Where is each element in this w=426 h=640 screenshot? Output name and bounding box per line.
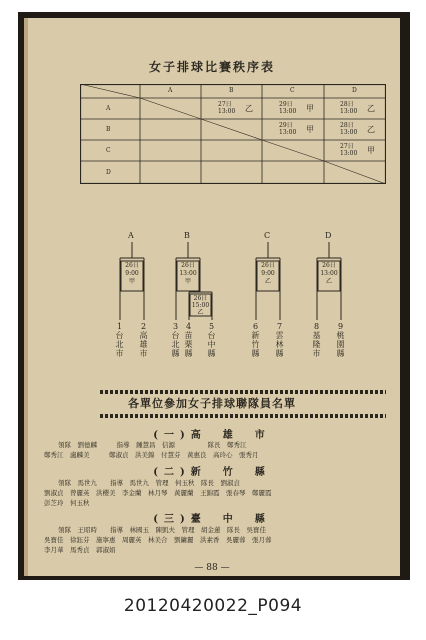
schedule-title: 女子排球比賽秩序表	[148, 60, 275, 74]
team-number: 9	[337, 322, 344, 331]
match-time: 9:00	[125, 270, 139, 277]
row-header: D	[106, 169, 111, 176]
bracket-match	[190, 295, 211, 316]
match-venue: 甲	[128, 278, 135, 285]
bracket-match	[122, 262, 142, 286]
team-name: 新竹縣	[251, 331, 260, 358]
game-venue: 乙	[245, 104, 253, 113]
team-label	[312, 322, 321, 358]
team-name: 台中縣	[207, 331, 216, 358]
document-page	[24, 18, 400, 576]
team-number: 8	[313, 322, 320, 331]
row-header: B	[106, 126, 111, 133]
col-header: A	[168, 87, 173, 94]
team-label	[275, 322, 284, 358]
roster-line: 李月華 馬秀貞 郭淑娟	[44, 546, 116, 554]
bracket-group-label: B	[184, 231, 190, 240]
bracket-group-label: C	[264, 231, 271, 240]
match-time: 13:00	[320, 270, 338, 277]
roster-line: 鄭秀江 盧麟美 鄭淑貞 洪美錦 付慧芬 黃惠良 高玲心 張秀月	[44, 451, 259, 459]
decorative-rule	[100, 390, 386, 394]
roster-line: 劉淑貞 曾麗英 洪櫻美 李金蘭 林月琴 黃麗蘭 王錦霞 張春琴 鄭麗霞	[44, 489, 272, 497]
team-label	[115, 322, 124, 358]
team-name: 基隆市	[312, 331, 321, 358]
team-label	[171, 322, 180, 358]
decorative-rule	[100, 414, 386, 418]
bracket-group-label: A	[128, 231, 134, 240]
game-time: 13:00	[279, 108, 297, 115]
match-date: 26日	[322, 262, 336, 269]
match-venue: 乙	[197, 309, 204, 316]
game-time: 13:00	[340, 150, 358, 157]
match-date: 26日	[193, 295, 208, 302]
team-label	[207, 322, 216, 358]
game-date: 27日	[340, 143, 354, 150]
team-label	[184, 322, 193, 358]
page-number: — 88 —	[194, 563, 230, 573]
game-date: 28日	[340, 122, 354, 129]
team-name: 台北縣	[171, 331, 180, 358]
team-label	[336, 322, 345, 358]
match-time: 9:00	[261, 270, 275, 277]
match-date: 26日	[181, 262, 195, 269]
team-label	[251, 322, 260, 358]
game-venue: 甲	[306, 125, 314, 134]
bracket-match	[319, 262, 339, 286]
team-number: 3	[172, 322, 179, 331]
region-heading: (一)高 雄 市	[153, 430, 271, 441]
team-number: 4	[185, 322, 192, 331]
game-time: 13:00	[279, 129, 297, 136]
game-venue: 甲	[306, 104, 314, 113]
team-number: 5	[208, 322, 215, 331]
match-date: 26日	[261, 262, 275, 269]
game-date: 27日	[218, 101, 232, 108]
match-time: 13:00	[179, 270, 197, 277]
row-header: C	[106, 147, 111, 154]
game-venue: 乙	[367, 104, 375, 113]
game-venue: 乙	[367, 125, 375, 134]
game-time: 13:00	[218, 108, 236, 115]
team-name: 高雄市	[139, 331, 148, 358]
match-venue: 乙	[325, 278, 332, 285]
team-label	[139, 322, 148, 358]
team-name: 桃園縣	[336, 331, 345, 358]
roster-line: 領隊 王昭時 指導 林國玉 陳凱夫 管理 胡金蓮 隊長 吳寶佳	[58, 526, 266, 534]
game-time: 13:00	[340, 108, 358, 115]
team-name: 雲林縣	[275, 331, 284, 358]
roster-title: 各單位參加女子排球聯隊員名單	[128, 397, 296, 410]
team-name: 台北市	[115, 331, 124, 358]
roster-line: 領隊 劉德麟 指導 鍾慧昌 信源 隊長 鄭秀江	[58, 441, 247, 449]
col-header: C	[290, 87, 295, 94]
roster-line: 領隊 馬世九 指導 馬世九 管理 何玉秋 隊長 劉淑貞	[58, 479, 240, 487]
game-date: 29日	[279, 122, 293, 129]
game-date: 29日	[279, 101, 293, 108]
row-header: A	[106, 105, 111, 112]
team-number: 2	[140, 322, 147, 331]
game-date: 28日	[340, 101, 354, 108]
region-heading: (三)臺 中 縣	[153, 514, 271, 525]
roster-line: 吳寶佳 徐鈺芬 施寧惠 周麗英 林美合 劉鏞麗 洪素香 吳麗蓉 張月蓉	[44, 536, 272, 544]
match-date: 26日	[125, 262, 139, 269]
image-caption: 20120420022_P094	[123, 596, 303, 616]
col-header: B	[229, 87, 234, 94]
match-time: 15:00	[191, 302, 210, 309]
bracket-match	[258, 262, 278, 286]
team-number: 6	[252, 322, 259, 331]
match-venue: 乙	[264, 278, 271, 285]
bracket-match	[178, 262, 198, 286]
roster-line: 彭芝玲 何玉秋	[44, 499, 90, 507]
bracket-group-label: D	[325, 231, 332, 240]
col-header: D	[352, 87, 357, 94]
team-number: 7	[276, 322, 283, 331]
game-venue: 甲	[367, 146, 375, 155]
game-time: 13:00	[340, 129, 358, 136]
match-venue: 甲	[184, 278, 191, 285]
team-number: 1	[116, 322, 123, 331]
team-name: 苗栗縣	[184, 331, 193, 358]
region-heading: (二)新 竹 縣	[153, 467, 271, 478]
